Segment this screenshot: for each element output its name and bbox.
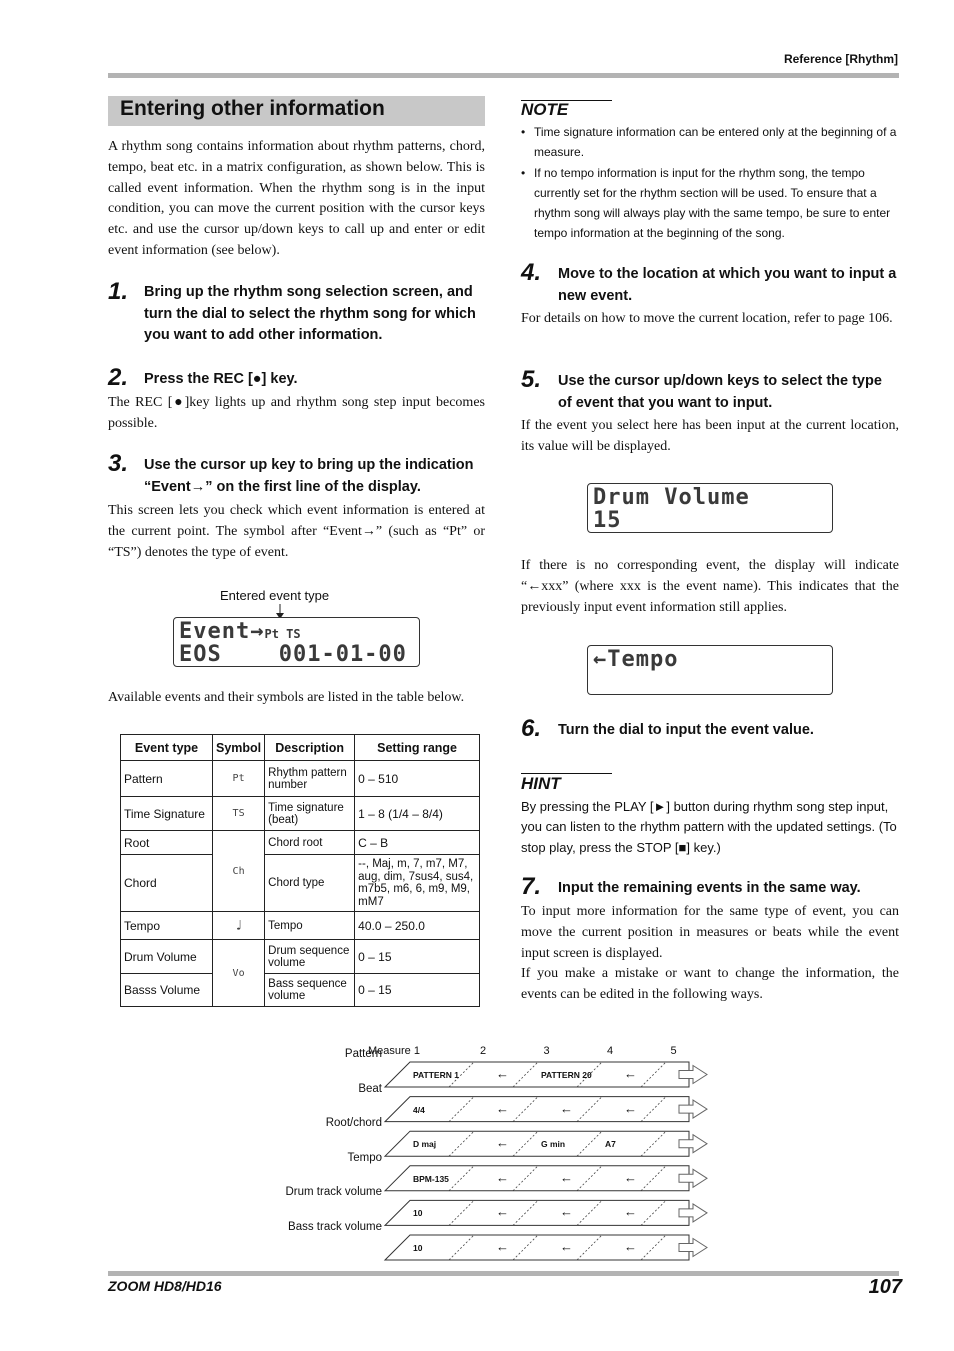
cell-symbol: Vo: [213, 940, 265, 1007]
diagram-cell-divider: [641, 1131, 666, 1156]
diagram-cell-divider: [513, 1097, 538, 1122]
cell-desc: Bass sequence volume: [265, 974, 355, 1007]
diagram-cell-divider: [513, 1166, 538, 1191]
step-2-body: The REC [●]key lights up and rhythm song step input becomes possible.: [108, 395, 485, 431]
carry-over-arrow-icon: ←: [560, 1169, 573, 1185]
diagram-row-label: Pattern: [344, 1048, 382, 1060]
note-item: • If no tempo information is input for the rhythm song, the tempo currently set for the rhythm section will be used. To ensure that a rhythm song will always play with the same tempo, be sure to enter tempo information at the beginning of the song.: [521, 163, 899, 244]
diagram-cell-divider: [641, 1097, 666, 1122]
step-7-body: To input more information for the same type of event, you can move the current position in measures or beats while the event input screen is displayed.: [521, 904, 899, 961]
carry-over-arrow-icon: ←: [560, 1100, 573, 1116]
step-4-body: For details on how to move the current location, refer to page 106.: [521, 311, 893, 326]
diagram-cell-value: 10: [413, 1208, 423, 1219]
section-title: Entering other information: [108, 96, 485, 126]
step-2-number: 2.: [108, 364, 129, 391]
lcd-drum-volume-value: 15: [593, 508, 622, 533]
diagram-cell-value: D maj: [413, 1139, 437, 1150]
diagram-cell-value: PATTERN 1: [413, 1070, 459, 1080]
cell-desc: Tempo: [265, 912, 355, 940]
step-7-number: 7.: [521, 873, 542, 900]
row-arrow-icon: [679, 1066, 707, 1084]
table-intro: Available events and their symbols are listed in the table below.: [108, 690, 465, 705]
diagram-cell-divider: [513, 1062, 538, 1087]
col-event-type: Event type: [121, 735, 213, 761]
carry-over-arrow-icon: ←: [496, 1100, 509, 1116]
diagram-cell-divider: [577, 1200, 602, 1225]
note-item: • Time signature information can be entered only at the beginning of a measure.: [521, 122, 899, 163]
diagram-cell-divider: [449, 1200, 474, 1225]
step-6-heading: Turn the dial to input the event value.: [558, 722, 814, 738]
diagram-row-outline: [385, 1235, 689, 1260]
carry-over-arrow-icon: ←: [560, 1204, 573, 1220]
cell-type: Basss Volume: [121, 974, 213, 1007]
cell-range: 1 – 8 (1/4 – 8/4): [355, 797, 480, 831]
lcd-tempo: [587, 645, 833, 695]
cell-symbol: ♩: [213, 912, 265, 940]
row-arrow-icon: [679, 1204, 707, 1222]
hint-title: HINT: [521, 774, 561, 793]
diagram-cell-divider: [577, 1097, 602, 1122]
event-table: [120, 734, 480, 1007]
table-row: [121, 761, 480, 797]
lcd-event-label: Event→: [179, 619, 265, 644]
carry-over-arrow-icon: ←: [496, 1066, 509, 1081]
diagram-cell-divider: [513, 1235, 538, 1260]
row-arrow-icon: [679, 1100, 707, 1118]
cell-range: 0 – 15: [355, 940, 480, 974]
step-6-number: 6.: [521, 715, 542, 742]
cell-desc: Time signature (beat): [265, 797, 355, 831]
carry-over-arrow-icon: ←: [624, 1100, 637, 1116]
diagram-row-outline: [385, 1200, 689, 1225]
diagram-row-label: Bass track volume: [288, 1221, 382, 1233]
lcd-eos-line: EOS 001-01-00: [179, 642, 407, 667]
col-description: Description: [265, 735, 355, 761]
diagram-row-outline: [385, 1097, 689, 1122]
step-7-body-2: If you make a mistake or want to change the information, the events can be edited in the following ways.: [521, 966, 899, 1002]
lcd-event-display: [173, 617, 420, 667]
note-list: [521, 122, 899, 244]
cell-range: 40.0 – 250.0: [355, 912, 480, 940]
table-row: [121, 974, 480, 1007]
lcd-drum-volume: [587, 483, 833, 533]
cell-range: 0 – 15: [355, 974, 480, 1007]
diagram-cell-value: G min: [541, 1139, 566, 1150]
lcd-drum-volume-label: Drum Volume: [593, 485, 750, 510]
lcd-event-symbol: Pt TS: [264, 627, 301, 641]
carry-over-arrow-icon: ←: [624, 1066, 637, 1081]
measure-number: 4: [607, 1045, 614, 1057]
cell-desc: Rhythm pattern number: [265, 761, 355, 797]
carry-over-arrow-icon: ←: [624, 1204, 637, 1220]
diagram-row-label: Drum track volume: [285, 1186, 382, 1199]
cell-type: Drum Volume: [121, 940, 213, 974]
diagram-cell-divider: [577, 1166, 602, 1191]
diagram-cell-value: 4/4: [413, 1104, 425, 1115]
carry-over-arrow-icon: ←: [496, 1135, 509, 1151]
carry-over-arrow-icon: ←: [496, 1239, 509, 1254]
row-arrow-icon: [679, 1135, 707, 1153]
lcd-caption: Entered event type: [220, 588, 330, 603]
cell-type: Root: [121, 831, 213, 855]
col-symbol: Symbol: [213, 735, 265, 761]
carry-over-arrow-icon: ←: [624, 1239, 637, 1254]
cell-type: Chord: [121, 855, 213, 912]
diagram-cell-divider: [513, 1200, 538, 1225]
table-row: [121, 797, 480, 831]
measure-number: 5: [670, 1045, 677, 1057]
diagram-row-label: Root/chord: [325, 1117, 382, 1130]
cell-desc: Chord root: [265, 831, 355, 855]
step-7-heading: Input the remaining events in the same way.: [558, 880, 861, 896]
step-3-body: This screen lets you check which event information is entered at the current point. The symbol after “Event→” (such as “Pt” or “TS”) denotes the type of event.: [108, 503, 485, 560]
cell-type: Pattern: [121, 761, 213, 797]
diagram-cell-value: A7: [605, 1139, 616, 1150]
no-event-paragraph: If there is no corresponding event, the display will indicate “←xxx” (where xxx is the event name). This indicates that the previously input event information still applies.: [521, 558, 899, 615]
footer-model: ZOOM HD8/HD16: [108, 1278, 222, 1294]
diagram-row-label: Tempo: [347, 1151, 382, 1164]
diagram-cell-divider: [641, 1235, 666, 1260]
cell-symbol: Pt: [213, 761, 265, 797]
step-5-body: If the event you select here has been input at the current location, its value will be displayed.: [521, 418, 899, 454]
diagram-cell-divider: [577, 1235, 602, 1260]
hint-text: By pressing the PLAY [►] button during rhythm song step input, you can listen to the rhythm pattern with the updated settings. (To stop play, press the STOP [■] key.): [521, 799, 897, 855]
page-number: 107: [868, 1276, 902, 1298]
cell-type: Tempo: [121, 912, 213, 940]
step-5-number: 5.: [521, 366, 542, 393]
diagram-cell-divider: [449, 1131, 474, 1156]
row-arrow-icon: [679, 1169, 707, 1187]
top-rule: [108, 73, 899, 78]
table-row: [121, 912, 480, 940]
step-4-number: 4.: [521, 259, 542, 286]
measure-label: Measure 1: [368, 1045, 420, 1057]
diagram-cell-value: PATTERN 20: [541, 1070, 592, 1080]
row-arrow-icon: [679, 1239, 707, 1257]
table-row: [121, 940, 480, 974]
carry-over-arrow-icon: ←: [624, 1169, 637, 1185]
measure-number: 2: [480, 1045, 487, 1057]
diagram-cell-divider: [641, 1062, 666, 1087]
table-row: [121, 855, 480, 912]
step-1-heading: Bring up the rhythm song selection screen, and turn the dial to select the rhythm song for which you want to add other information.: [144, 284, 476, 343]
cell-symbol: Ch: [213, 831, 265, 912]
step-3-heading: Use the cursor up key to bring up the indication “Event→” on the first line of the display.: [144, 457, 474, 495]
diagram-cell-divider: [577, 1131, 602, 1156]
diagram-cell-divider: [513, 1131, 538, 1156]
diagram-cell-divider: [641, 1200, 666, 1225]
bottom-rule: [108, 1271, 899, 1276]
step-2-heading: Press the REC [●] key.: [144, 371, 298, 387]
intro-paragraph: A rhythm song contains information about rhythm patterns, chord, tempo, beat etc. in a matrix configuration, as shown below. This is called event information. When the rhythm song is in the input condition, you can move the current position with the cursor keys etc. and use the cursor up/down keys to call up and enter or edit event information (see below).: [108, 139, 485, 258]
carry-over-arrow-icon: ←: [560, 1239, 573, 1254]
table-row: [121, 831, 480, 855]
carry-over-arrow-icon: ←: [496, 1169, 509, 1185]
carry-over-arrow-icon: ←: [496, 1204, 509, 1220]
cell-type: Time Signature: [121, 797, 213, 831]
cell-range: 0 – 510: [355, 761, 480, 797]
cell-desc: Chord type: [265, 855, 355, 912]
step-3-number: 3.: [108, 450, 129, 477]
cell-desc: Drum sequence volume: [265, 940, 355, 974]
cell-symbol: TS: [213, 797, 265, 831]
diagram-cell-divider: [449, 1097, 474, 1122]
cell-range: --, Maj, m, 7, m7, M7, aug, dim, 7sus4, sus4, m7b5, m6, 6, m9, M9, mM7: [355, 855, 480, 912]
diagram-cell-divider: [641, 1166, 666, 1191]
diagram-cell-divider: [449, 1166, 474, 1191]
header-reference: Reference [Rhythm]: [783, 52, 898, 66]
diagram-cell-value: 10: [413, 1243, 423, 1253]
step-5-heading: Use the cursor up/down keys to select the type of event that you want to input.: [558, 373, 882, 411]
step-4-heading: Move to the location at which you want to input a new event.: [558, 266, 897, 304]
col-setting-range: Setting range: [355, 735, 480, 761]
diagram-cell-value: BPM-135: [413, 1173, 449, 1184]
step-1-number: 1.: [108, 278, 129, 305]
diagram-cell-divider: [449, 1235, 474, 1260]
note-title: NOTE: [521, 100, 569, 119]
diagram-svg: [0, 1040, 954, 1270]
event-matrix-diagram: [0, 1040, 954, 1270]
cell-range: C – B: [355, 831, 480, 855]
diagram-row-label: Beat: [358, 1082, 382, 1095]
lcd-tempo-label: ←Tempo: [593, 647, 679, 672]
measure-number: 3: [543, 1045, 550, 1057]
